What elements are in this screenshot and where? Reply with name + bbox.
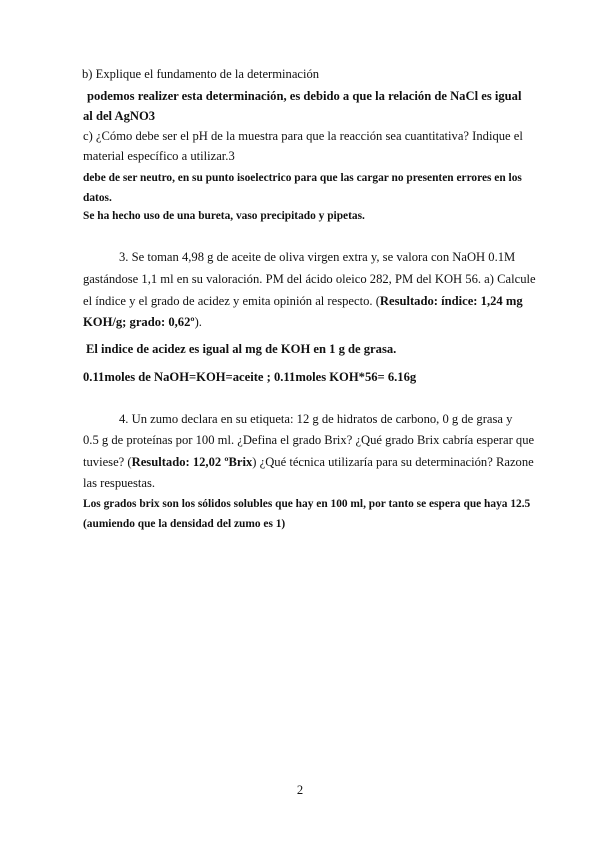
answer-c-line1: debe de ser neutro, en su punto isoelectrico para que las cargar no presenten errores en los <box>83 172 522 184</box>
answer-4-line1: Los grados brix son los sólidos solubles que hay en 100 ml, por tanto se espera que haya 12.5 <box>83 498 531 510</box>
question-4-line3 <box>83 454 534 470</box>
question-3-result-cont: KOH/g; grado: 0,62º <box>83 315 195 329</box>
question-3-text: el índice y el grado de acidez y emita opinión al respecto. ( <box>83 294 380 308</box>
page-number: 2 <box>296 783 304 797</box>
question-3-line3 <box>83 293 523 309</box>
question-3-line2: gastándose 1,1 ml en su valoración. PM del ácido oleico 282, PM del KOH 56. a) Calcule <box>83 272 536 286</box>
question-4-result: Resultado: 12,02 ºBrix <box>131 455 253 469</box>
answer-4-line2: (aumiendo que la densidad del zumo es 1) <box>83 518 286 530</box>
answer-b-line2: al del AgNO3 <box>83 109 156 123</box>
answer-3-line1: El indice de acidez es igual al mg de KOH en 1 g de grasa. <box>86 342 397 356</box>
answer-c-line2: datos. <box>83 192 112 204</box>
question-4-text: tuviese? ( <box>83 455 132 469</box>
answer-b-line1: podemos realizer esta determinación, es debido a que la relación de NaCl es igual <box>87 89 522 103</box>
question-4-line2: 0.5 g de proteínas por 100 ml. ¿Defina el grado Brix? ¿Qué grado Brix cabría esperar que <box>83 433 535 447</box>
question-c-line1: c) ¿Cómo debe ser el pH de la muestra para que la reacción sea cuantitativa? Indique el <box>83 129 523 143</box>
question-4-text-cont: ) ¿Qué técnica utilizaría para su determinación? Razone <box>252 455 534 469</box>
question-4-line4: las respuestas. <box>83 476 156 490</box>
question-3-result: Resultado: índice: 1,24 mg <box>379 294 523 308</box>
question-c-line2: material específico a utilizar.3 <box>83 149 235 163</box>
question-3-line1: 3. Se toman 4,98 g de aceite de oliva virgen extra y, se valora con NaOH 0.1M <box>119 250 516 264</box>
question-3-line4 <box>83 314 202 330</box>
question-3-close: ). <box>194 315 202 329</box>
answer-c-line3: Se ha hecho uso de una bureta, vaso precipitado y pipetas. <box>83 210 365 222</box>
answer-3-line2: 0.11moles de NaOH=KOH=aceite ; 0.11moles KOH*56= 6.16g <box>83 370 417 384</box>
question-4-line1: 4. Un zumo declara en su etiqueta: 12 g de hidratos de carbono, 0 g de grasa y <box>119 412 513 426</box>
question-b: b) Explique el fundamento de la determinación <box>82 67 320 81</box>
